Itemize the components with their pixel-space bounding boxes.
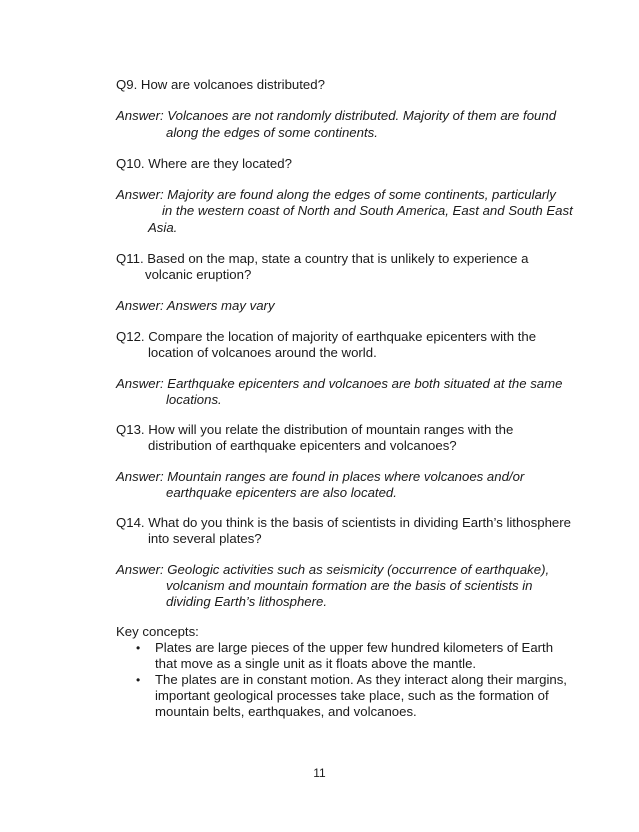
q13-question-line-2: distribution of earthquake epicenters and volcanoes? bbox=[148, 438, 457, 453]
q11-question-line-1: Q11. Based on the map, state a country that is unlikely to experience a bbox=[116, 251, 529, 266]
q12-question-line-2: location of volcanoes around the world. bbox=[148, 345, 377, 360]
q12-answer-line-1: Answer: Earthquake epicenters and volcanoes are both situated at the same bbox=[116, 376, 563, 391]
q9-answer-line-1: Answer: Volcanoes are not randomly distributed. Majority of them are found bbox=[116, 108, 557, 123]
q13-answer-line-1: Answer: Mountain ranges are found in places where volcanoes and/or bbox=[116, 469, 525, 484]
q10-question-line-1: Q10. Where are they located? bbox=[116, 156, 292, 171]
q9-question-line-1: Q9. How are volcanoes distributed? bbox=[116, 77, 325, 92]
q14-answer-line-2: volcanism and mountain formation are the basis of scientists in bbox=[166, 578, 533, 593]
q10-answer-line-2: in the western coast of North and South America, East and South East bbox=[162, 203, 573, 218]
key-concept-1-line-2: that move as a single unit as it floats above the mantle. bbox=[155, 656, 477, 671]
q10-answer-line-1: Answer: Majority are found along the edges of some continents, particularly bbox=[116, 187, 556, 202]
bullet-icon: • bbox=[136, 641, 141, 655]
q14-question-line-1: Q14. What do you think is the basis of scientists in dividing Earth’s lithosphere bbox=[116, 515, 571, 530]
bullet-icon: • bbox=[136, 673, 141, 687]
page-number: 11 bbox=[313, 766, 326, 780]
key-concepts-heading: Key concepts: bbox=[116, 624, 199, 639]
q14-answer-line-3: dividing Earth’s lithosphere. bbox=[166, 594, 328, 609]
q10-answer-line-3: Asia. bbox=[148, 220, 178, 235]
q14-answer-line-1: Answer: Geologic activities such as seismicity (occurrence of earthquake), bbox=[116, 562, 550, 577]
q11-answer-line-1: Answer: Answers may vary bbox=[116, 298, 275, 313]
q12-answer-line-2: locations. bbox=[166, 392, 222, 407]
key-concept-1-line-1: Plates are large pieces of the upper few hundred kilometers of Earth bbox=[155, 640, 554, 655]
q11-question-line-2: volcanic eruption? bbox=[145, 267, 252, 282]
q14-question-line-2: into several plates? bbox=[148, 531, 262, 546]
q13-question-line-1: Q13. How will you relate the distribution of mountain ranges with the bbox=[116, 422, 514, 437]
key-concept-2-line-2: important geological processes take place, such as the formation of bbox=[155, 688, 549, 703]
q12-question-line-1: Q12. Compare the location of majority of earthquake epicenters with the bbox=[116, 329, 537, 344]
key-concept-2-line-1: The plates are in constant motion. As they interact along their margins, bbox=[155, 672, 567, 687]
q9-answer-line-2: along the edges of some continents. bbox=[166, 125, 378, 140]
q13-answer-line-2: earthquake epicenters are also located. bbox=[166, 485, 397, 500]
key-concept-2-line-3: mountain belts, earthquakes, and volcanoes. bbox=[155, 704, 417, 719]
